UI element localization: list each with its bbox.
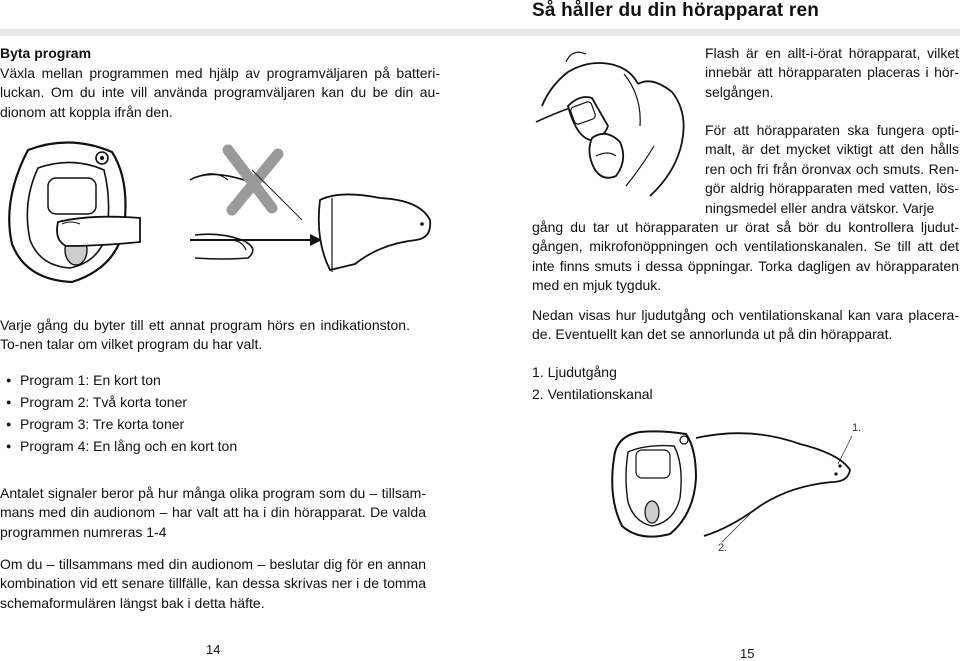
hearing-aid-faceplate-illustration — [0, 140, 140, 290]
intro-paragraph: Växla mellan programmen med hjälp av programväljaren på batteri-luckan. Om du inte vill använda programväljaren kan du be din au-dionom att koppla ifrån den. — [0, 65, 440, 120]
list-item: ● Program 4: En lång och en kort ton — [6, 438, 238, 454]
list-item: 2. Ventilationskanal — [532, 386, 653, 402]
signals-paragraph: Antalet signaler beror på hur många olika program som du – tillsam-mans med din audionom – har valt att ha i din hörapparat. De valda programmen numreras 1-4 — [0, 485, 426, 540]
callout-vent-channel: 2. — [718, 542, 728, 554]
programme-switch-illustration — [180, 140, 450, 290]
list-item: ● Program 3: Tre korta toner — [6, 416, 185, 432]
list-item: ● Program 1: En kort ton — [6, 372, 161, 388]
cleaning-paragraph-rest: gång du tar ut hörapparaten ur örat så bör du kontrollera ljudut-gången, mikrofonöppningen och ventilationskanalen. Se till att det inte finns smuts i dessa öppningar. Torka dagligen av hörapparaten med en mjuk tygduk. — [532, 219, 959, 294]
hearing-aid-openings-illustration — [600, 418, 870, 558]
list-item: ● Program 2: Två korta toner — [6, 394, 188, 410]
hand-holding-hearing-aid-illustration — [532, 46, 692, 206]
program-list — [0, 371, 300, 459]
cross-icon — [228, 150, 278, 210]
header-bar — [0, 29, 960, 36]
cleaning-paragraph-wrap: För att hörapparaten ska fungera opti-malt, är det mycket viktigt att den hålls ren och fri från öronvax och smuts. Ren-gör aldrig hörapparaten med vatten, lös-ningsmedel eller andra vätskor. Varje — [705, 122, 959, 216]
later-paragraph: Om du – tillsammans med din audionom – beslutar dig för en annan kombination vid ett senare tillfälle, kan dessa skrivas ner i de tomma schemaformulären längst bak i detta häfte. — [0, 556, 426, 611]
page-number-left: 14 — [206, 642, 221, 657]
section-title: Byta program — [0, 45, 92, 61]
list-item: 1. Ljudutgång — [532, 364, 617, 380]
page-title: Så håller du din hörapparat ren — [532, 0, 820, 21]
callout-sound-outlet: 1. — [852, 422, 862, 434]
flash-paragraph: Flash är en allt-i-örat hörapparat, vilket innebär att hörapparaten placeras i hör-selgången. — [705, 45, 959, 100]
opening-list — [532, 363, 832, 407]
indication-paragraph: Varje gång du byter till ett annat program hörs en indikationston. To-nen talar om vilket program du har valt. — [0, 317, 410, 353]
placement-paragraph: Nedan visas hur ljudutgång och ventilationskanal kan vara placera-de. Eventuellt kan det se annorlunda ut på din hörapparat. — [532, 307, 959, 343]
page-number-right: 15 — [740, 646, 755, 661]
